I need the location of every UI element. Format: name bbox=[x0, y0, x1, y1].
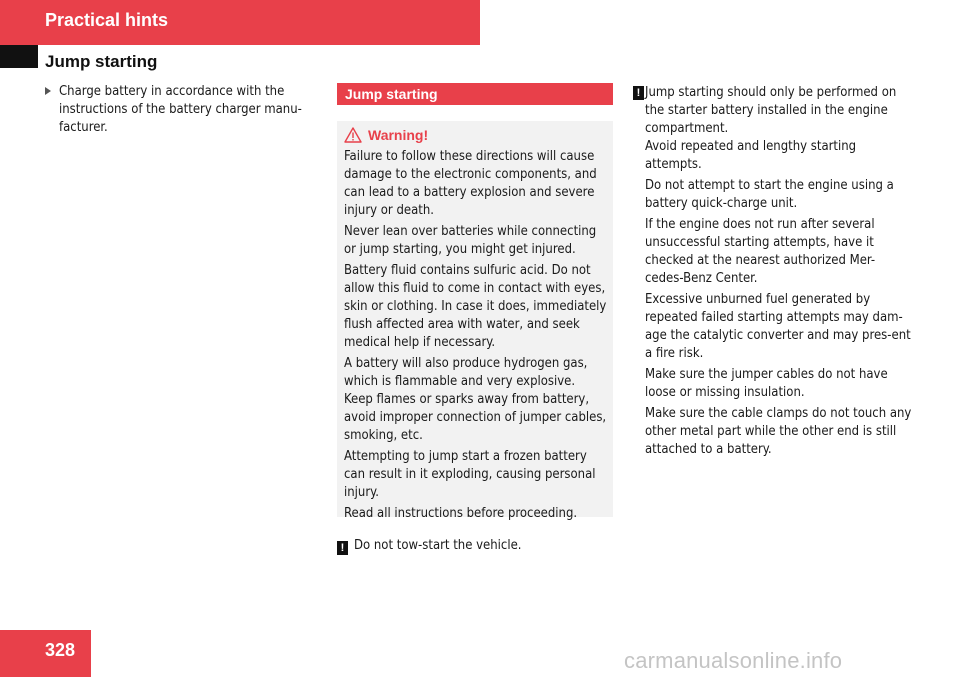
page-number-box bbox=[0, 630, 91, 677]
note-item: Do not attempt to start the engine using a battery quick-charge unit. bbox=[645, 178, 894, 211]
note-item: Make sure the cable clamps do not touch any other metal part while the other end is still attached to a battery. bbox=[645, 406, 912, 457]
note-item: Excessive unburned fuel generated by repeated failed starting attempts may dam-age the catalytic converter and may pres-ent a fire risk. bbox=[645, 292, 911, 361]
warning-paragraph: Never lean over batteries while connecting or jump starting, you might get injured. bbox=[344, 224, 597, 257]
exclamation-icon: ! bbox=[633, 86, 644, 100]
warning-box bbox=[337, 121, 613, 521]
page-number: 328 bbox=[45, 640, 76, 660]
note-item: Make sure the jumper cables do not have loose or missing insulation. bbox=[645, 367, 888, 400]
middle-column bbox=[337, 83, 613, 521]
arrow-right-icon bbox=[45, 87, 51, 95]
warning-label: Warning! bbox=[368, 127, 429, 143]
jump-starting-box-title: Jump starting bbox=[337, 83, 613, 105]
tow-start-note-text: Do not tow-start the vehicle. bbox=[354, 538, 522, 553]
note-item bbox=[633, 84, 913, 138]
chapter-title: Practical hints bbox=[45, 10, 169, 30]
header-corner-block bbox=[0, 45, 38, 68]
chapter-tab bbox=[0, 0, 480, 45]
watermark: carmanualsonline.info bbox=[624, 648, 843, 673]
warning-paragraph: A battery will also produce hydrogen gas, which is flammable and very explosive. Keep flames or sparks away from battery, avoid improper connection of jumper cables, smoking, etc. bbox=[344, 356, 607, 443]
warning-paragraph: Attempting to jump start a frozen battery can result in it exploding, causing personal injury. bbox=[344, 449, 596, 500]
warning-heading bbox=[344, 126, 607, 144]
note-item: If the engine does not run after several unsuccessful starting attempts, have it checked at the nearest authorized Mer-cedes-Benz Center. bbox=[645, 217, 876, 286]
note-item: Avoid repeated and lengthy starting attempts. bbox=[645, 139, 857, 172]
warning-paragraph: Failure to follow these directions will cause damage to the electronic components, and can lead to a battery explosion and severe injury or death. bbox=[344, 149, 597, 218]
warning-triangle-icon bbox=[344, 127, 362, 143]
section-title: Jump starting bbox=[45, 52, 158, 71]
warning-paragraph: Read all instructions before proceeding. bbox=[344, 506, 578, 521]
note-text: Jump starting should only be performed on the starter battery installed in the engine compartment. bbox=[645, 85, 897, 136]
warning-paragraph: Battery fluid contains sulfuric acid. Do not allow this fluid to come in contact with eyes, skin or clothing. In case it does, immediately flush affected area with water, and seek medical help if necessary. bbox=[344, 263, 607, 350]
left-column bbox=[45, 83, 315, 137]
instruction-step-text: Charge battery in accordance with the instructions of the battery charger manu-facturer. bbox=[59, 84, 302, 135]
exclamation-icon: ! bbox=[337, 541, 348, 555]
right-column bbox=[633, 84, 913, 462]
tow-start-note bbox=[337, 537, 522, 555]
instruction-step bbox=[45, 83, 315, 137]
